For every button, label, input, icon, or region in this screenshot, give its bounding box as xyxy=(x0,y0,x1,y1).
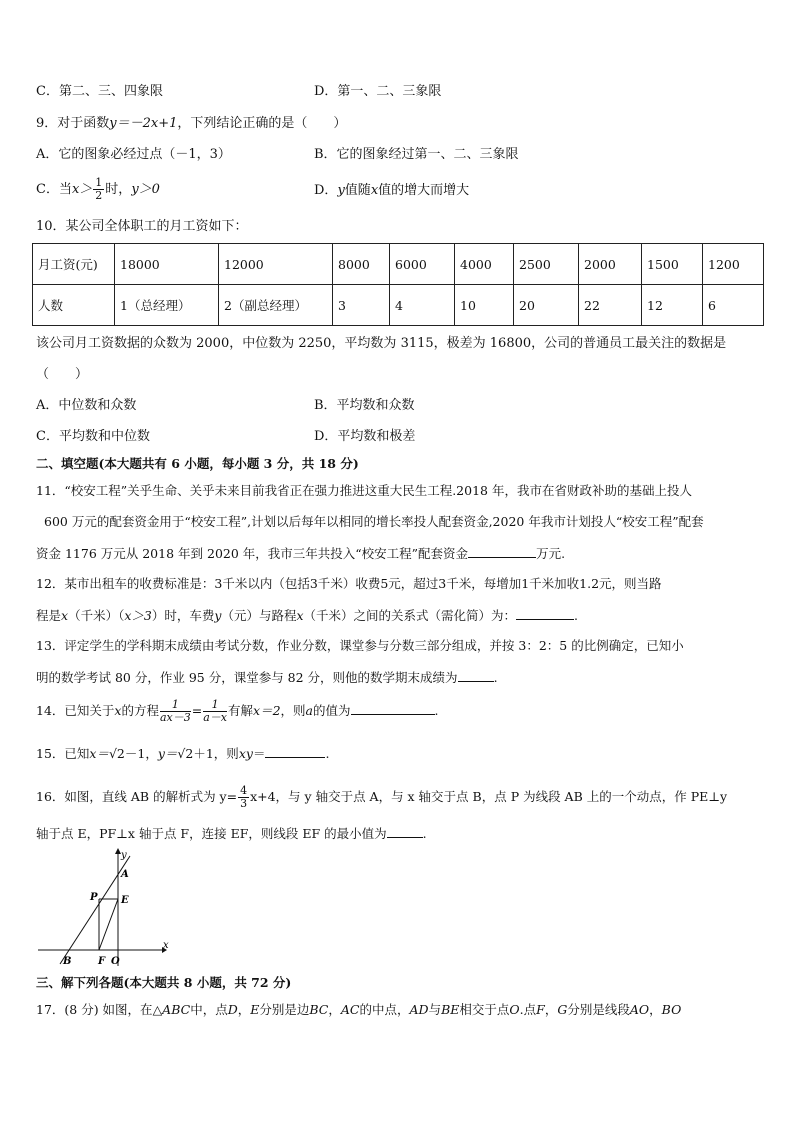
table-cell: 1200 xyxy=(703,244,764,285)
q16-line-2 xyxy=(36,825,427,842)
answer-blank xyxy=(458,669,494,682)
label-b: B xyxy=(63,956,72,967)
q16-pre: 16．如图，直线 AB 的解析式为 y= xyxy=(36,789,238,804)
table-cell: 4000 xyxy=(455,244,514,285)
label-p: P xyxy=(90,892,98,903)
q14-var-x: x xyxy=(114,703,122,718)
q14-mid: 的方程 xyxy=(121,703,159,718)
q12-var-x: x xyxy=(61,608,69,623)
q12-line-2 xyxy=(36,607,578,624)
table-cell: 6 xyxy=(703,285,764,326)
q17-ac: AC xyxy=(340,1002,360,1017)
q17-f: F xyxy=(536,1002,545,1017)
q10-stem: 10．某公司全体职工的月工资如下： xyxy=(36,219,248,234)
q14-tail: 的值为 xyxy=(313,703,351,718)
line-ab xyxy=(60,856,130,964)
q12-d: （千米）之间的关系式（需化简）为： xyxy=(303,608,517,623)
q12-c: （元）与路程 xyxy=(221,608,297,623)
q9-d-pre: D． xyxy=(314,183,338,198)
q9-c-var: x＞ xyxy=(71,182,93,197)
q9-function: y＝－2x+1 xyxy=(109,116,178,131)
q11-line-3 xyxy=(36,545,565,562)
q16-num: 4 xyxy=(240,784,248,797)
q15-y-val: √2＋1 xyxy=(177,746,214,761)
q17-comma4: ， xyxy=(649,1002,662,1017)
table-cell: 10 xyxy=(455,285,514,326)
q14-fraction-2 xyxy=(203,699,227,724)
table-cell: 8000 xyxy=(333,244,390,285)
q10-option-b: B．平均数和众数 xyxy=(314,398,415,413)
q17-comma3: ， xyxy=(544,1002,558,1017)
q9-stem-pre: 9．对于函数 xyxy=(36,116,110,131)
q12-end: . xyxy=(574,608,579,623)
q16-line-2-pre: 轴于点 E，PF⊥x 轴于点 F，连接 EF，则线段 EF 的最小值为 xyxy=(36,826,387,841)
q10-option-d: D．平均数和极差 xyxy=(314,429,416,444)
section-3-heading: 三、解下列各题(本大题共 8 小题，共 72 分) xyxy=(36,975,292,990)
q14-post: ，则 xyxy=(280,703,306,718)
q17-with: 与 xyxy=(428,1002,442,1017)
q16-line-2-end: . xyxy=(422,826,427,841)
segment-ef xyxy=(99,899,118,950)
label-f: F xyxy=(98,956,106,967)
q16-post: x+4，与 y 轴交于点 A，与 x 轴交于点 B，点 P 为线段 AB 上的一个动点，作 PE⊥y xyxy=(250,789,728,804)
q9-d-mid: 值随 xyxy=(344,183,371,198)
label-a: A xyxy=(121,869,129,880)
q14-f2-den: a－x xyxy=(203,711,227,724)
q9-c-fraction xyxy=(93,177,104,202)
q17-mid3: 的中点， xyxy=(359,1002,410,1017)
q15-xy: xy xyxy=(238,746,253,761)
answer-blank xyxy=(516,607,574,620)
q17-bo: BO xyxy=(661,1002,682,1017)
answer-blank xyxy=(265,745,325,758)
q17-dot: .点 xyxy=(519,1002,537,1017)
q17-mid: 中，点 xyxy=(190,1002,228,1017)
q17-o: O xyxy=(509,1002,520,1017)
q15-pre: 15．已知 xyxy=(36,746,90,761)
q15 xyxy=(36,745,329,762)
table-cell: 12000 xyxy=(219,244,333,285)
q17-mid4: 相交于点 xyxy=(459,1002,510,1017)
q16-line-1 xyxy=(36,782,727,812)
q15-eq: ＝ xyxy=(252,746,266,761)
q13-end: . xyxy=(493,670,498,685)
table-row-count xyxy=(33,285,764,326)
table-cell: 1（总经理） xyxy=(115,285,219,326)
q12-var-x2: x xyxy=(296,608,304,623)
q9-d-post: 值的增大而增大 xyxy=(378,183,470,198)
table-cell: 20 xyxy=(514,285,579,326)
q17-line-1 xyxy=(36,1002,681,1018)
table-cell: 6000 xyxy=(390,244,455,285)
table-cell: 3 xyxy=(333,285,390,326)
q14-end: . xyxy=(434,703,439,718)
q15-x-val: √2－1 xyxy=(108,746,146,761)
label-e: E xyxy=(121,895,129,906)
q14-pre: 14．已知关于 xyxy=(36,703,115,718)
table-cell: 2（副总经理） xyxy=(219,285,333,326)
q17-comma2: ， xyxy=(328,1002,341,1017)
q15-y-eq: y＝ xyxy=(157,746,178,761)
q9-c-num: 1 xyxy=(95,176,103,189)
answer-blank xyxy=(351,702,435,715)
q9-stem xyxy=(36,116,346,132)
q9-c-den: 2 xyxy=(95,189,103,202)
q17-bc: BC xyxy=(309,1002,329,1017)
q14-f2-num: 1 xyxy=(203,699,227,712)
q17-be: BE xyxy=(441,1002,460,1017)
q12-b: ）时，车费 xyxy=(151,608,215,623)
q16-figure xyxy=(38,846,172,968)
q14-fraction-1 xyxy=(160,699,191,724)
q11-line-1: 11．“校安工程”关乎生命、关乎未来目前我省正在强力推进这重大民生工程.2018 年，我市在省财政补助的基础上投人 xyxy=(36,483,692,498)
q16-den: 3 xyxy=(240,797,248,810)
q14-sol-eq: x＝2 xyxy=(253,703,281,718)
q8-option-d: D．第一、二、三象限 xyxy=(314,84,442,99)
q16-fraction xyxy=(238,785,249,810)
q8-option-c: C．第二、三、四象限 xyxy=(36,84,163,99)
label-o: O xyxy=(111,956,120,967)
salary-table xyxy=(32,243,764,326)
table-cell: 月工资(元) xyxy=(33,244,115,285)
table-cell: 人数 xyxy=(33,285,115,326)
q11-line-3-post: 万元. xyxy=(536,546,566,561)
q10-description: 该公司月工资数据的众数为 2000，中位数为 2250，平均数为 3115，极差为 16800，公司的普通员工最关注的数据是 xyxy=(36,336,727,351)
q9-c-tail: y＞0 xyxy=(131,182,160,197)
q14 xyxy=(36,694,439,728)
q17-ao: AO xyxy=(629,1002,650,1017)
table-cell: 1500 xyxy=(642,244,703,285)
q11-line-3-pre: 资金 1176 万元从 2018 年到 2020 年，我市三年共投入“校安工程”配套资金 xyxy=(36,546,469,561)
q17-g: G xyxy=(557,1002,568,1017)
table-cell: 2000 xyxy=(579,244,642,285)
q12-var-y: y xyxy=(214,608,222,623)
q9-c-pre: C．当 xyxy=(36,182,72,197)
q15-sep: ， xyxy=(145,746,158,761)
q17-comma: ， xyxy=(237,1002,251,1017)
label-x: x xyxy=(163,940,169,951)
q17-pre: 17．(8 分) 如图，在 xyxy=(36,1002,153,1017)
q17-mid5: 分别是线段 xyxy=(567,1002,630,1017)
table-cell: 4 xyxy=(390,285,455,326)
section-2-heading: 二、填空题(本大题共有 6 小题，每小题 3 分，共 18 分) xyxy=(36,456,359,471)
q9-d-y: y xyxy=(337,183,345,198)
table-row-salary xyxy=(33,244,764,285)
label-y: y xyxy=(121,850,127,861)
q13-pre: 明的数学考试 80 分，作业 95 分，课堂参与 82 分，则他的数学期末成绩为 xyxy=(36,670,458,685)
table-cell: 22 xyxy=(579,285,642,326)
q11-line-2: 600 万元的配套资金用于“校安工程”,计划以后每年以相同的增长率投人配套资金,2020 年我市计划投人“校安工程”配套 xyxy=(44,514,704,529)
answer-blank xyxy=(468,545,536,558)
q10-option-a: A．中位数和众数 xyxy=(36,398,137,413)
q14-f1-den: ax－3 xyxy=(159,711,191,724)
q9-option-a: A．它的图象必经过点（－1，3） xyxy=(36,147,231,162)
q10-option-c: C．平均数和中位数 xyxy=(36,429,150,444)
q17-ad: AD xyxy=(409,1002,429,1017)
q17-triangle: △ABC xyxy=(152,1002,191,1017)
q12-pre: 程是 xyxy=(36,608,62,623)
q12-line-1: 12．某市出租车的收费标准是：3千米以内（包括3千米）收费5元，超过3千米，每增加1千米加收1.2元，则当路 xyxy=(36,576,662,591)
answer-blank xyxy=(387,825,423,838)
q17-e: E xyxy=(250,1002,260,1017)
q14-sol: 有解 xyxy=(228,703,254,718)
q17-d: D xyxy=(227,1002,238,1017)
q9-option-b: B．它的图象经过第一、二、三象限 xyxy=(314,147,519,162)
q9-option-d xyxy=(314,183,469,199)
q13-line-1: 13．评定学生的学科期末成绩由考试分数，作业分数，课堂参与分数三部分组成，并按 3：2：5 的比例确定，已知小 xyxy=(36,638,684,653)
q9-option-c xyxy=(36,176,160,204)
q9-c-post: 时， xyxy=(105,182,132,197)
q9-stem-post: ，下列结论正确的是（ ） xyxy=(177,116,347,131)
q12-a: （千米）（ xyxy=(68,608,125,623)
q15-end: . xyxy=(325,746,330,761)
q12-cond: x＞3 xyxy=(124,608,152,623)
q15-post: ，则 xyxy=(213,746,239,761)
q9-d-x: x xyxy=(370,183,379,198)
q14-f1-num: 1 xyxy=(160,699,191,712)
table-cell: 2500 xyxy=(514,244,579,285)
table-cell: 12 xyxy=(642,285,703,326)
q13-line-2 xyxy=(36,669,498,686)
q14-var-a: a xyxy=(305,703,313,718)
q14-eq: = xyxy=(191,703,203,718)
q17-mid2: 分别是边 xyxy=(259,1002,310,1017)
table-cell: 18000 xyxy=(115,244,219,285)
q10-paren: （ ） xyxy=(36,367,89,382)
q15-x-eq: x＝ xyxy=(89,746,109,761)
